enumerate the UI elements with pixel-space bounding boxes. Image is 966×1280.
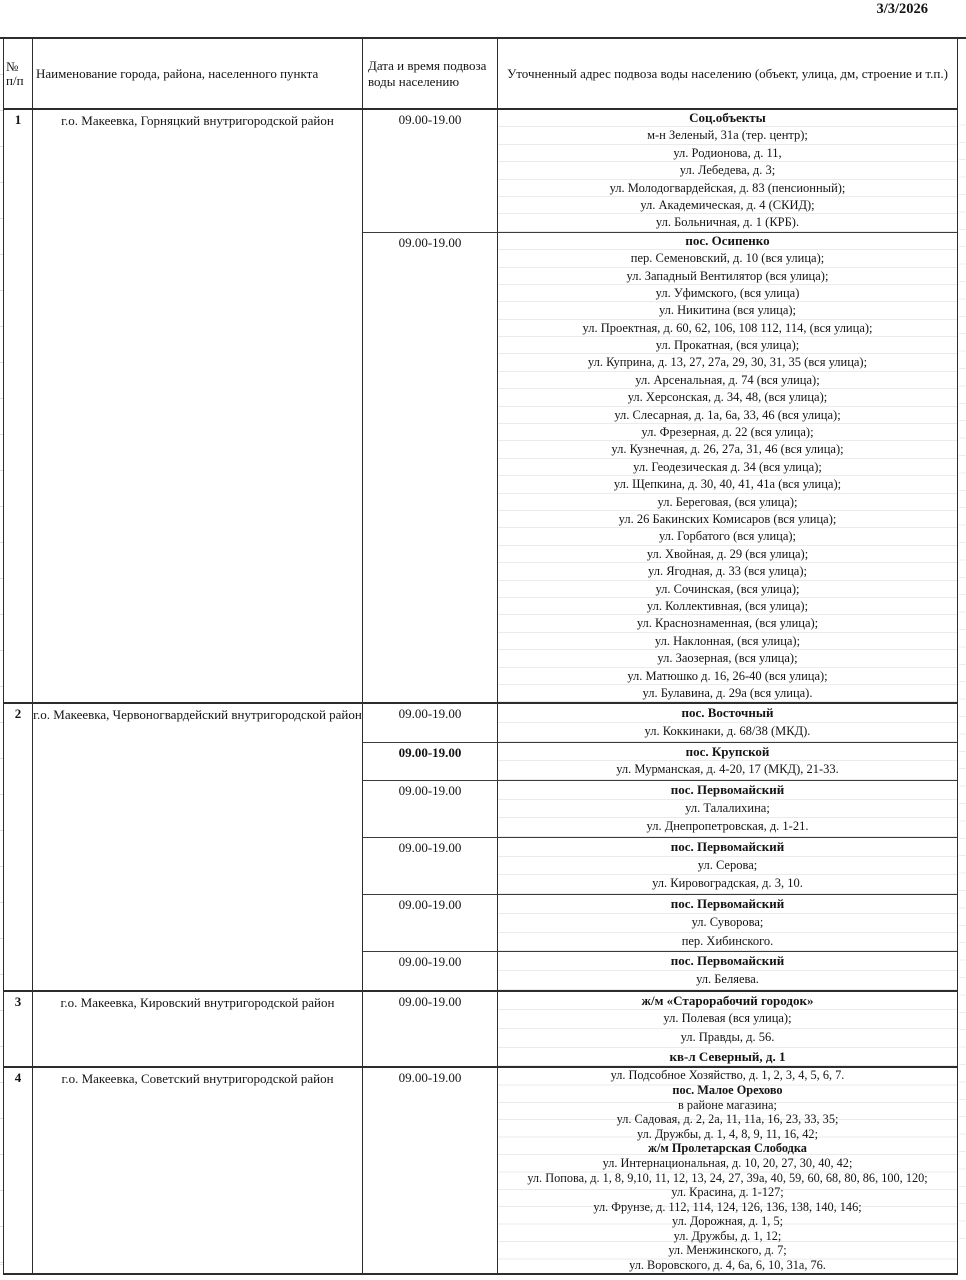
address-lines	[498, 743, 957, 780]
address-line: ул. Арсенальная, д. 74 (вся улица);	[498, 372, 957, 389]
address-line: ул. Попова, д. 1, 8, 9,10, 11, 12, 13, 24, 27, 39а, 40, 59, 60, 68, 80, 86, 100, 120;	[527, 1170, 928, 1185]
right-gridline-strip	[959, 108, 966, 1254]
table-row	[4, 990, 957, 1067]
row-number: 3	[4, 992, 33, 1067]
address-line: ул. Никитина (вся улица);	[498, 302, 957, 319]
schedule-subrow	[363, 110, 957, 232]
address-line: ул. Лебедева, д. 3;	[498, 162, 957, 179]
address-line: ул. Днепропетровская, д. 1-21.	[498, 818, 957, 837]
schedule-subrow	[363, 704, 957, 741]
address-line: ул. Серова;	[498, 857, 957, 876]
address-line: ул. Суворова;	[498, 914, 957, 933]
address-line: ул. Прокатная, (вся улица);	[498, 337, 957, 354]
table-row	[4, 1066, 957, 1272]
address-line: Соц.объекты	[498, 110, 957, 127]
address-line: ул. Кузнечная, д. 26, 27а, 31, 46 (вся улица);	[498, 441, 957, 458]
address-line: ул. Матюшко д. 16, 26-40 (вся улица);	[498, 668, 957, 685]
schedule-subrow	[363, 992, 957, 1067]
address-line: ул. Ягодная, д. 33 (вся улица);	[498, 563, 957, 580]
address-line: ж/м Пролетарская Слободка	[648, 1141, 807, 1156]
address-line: ул. Полевая (вся улица);	[498, 1010, 957, 1029]
delivery-time: 09.00-19.00	[363, 233, 498, 703]
address-line: пос. Осипенко	[498, 233, 957, 250]
address-line: пос. Первомайский	[498, 781, 957, 800]
schedule-subrow	[363, 951, 957, 989]
address-lines	[498, 895, 957, 951]
row-number: 2	[4, 704, 33, 989]
delivery-time: 09.00-19.00	[363, 952, 498, 989]
address-line: ж/м «Старорабочий городок»	[498, 992, 957, 1011]
address-line: пос. Крупской	[498, 743, 957, 762]
district-name: г.о. Макеевка, Горняцкий внутригородской район	[33, 110, 363, 702]
address-line: ул. Дорожная, д. 1, 5;	[671, 1214, 784, 1229]
address-line: пер. Хибинского.	[498, 933, 957, 952]
col-header-settlement: Наименование города, района, населенного пункта	[33, 39, 363, 108]
delivery-time: 09.00-19.00	[363, 704, 498, 741]
table-body	[4, 110, 957, 1273]
address-line: ул. Куприна, д. 13, 27, 27а, 29, 30, 31, 35 (вся улица);	[498, 354, 957, 371]
address-line: пос. Первомайский	[498, 952, 957, 971]
col-header-datetime: Дата и время подвоза воды населению	[363, 39, 498, 108]
subrows	[363, 992, 957, 1067]
address-line: м-н Зеленый, 31а (тер. центр);	[498, 127, 957, 144]
address-line: ул. Дружбы, д. 1, 12;	[673, 1228, 782, 1243]
address-lines	[498, 1068, 957, 1272]
delivery-time: 09.00-19.00	[363, 838, 498, 894]
address-line: ул. Коллективная, (вся улица);	[498, 598, 957, 615]
address-line: ул. Подсобное Хозяйство, д. 1, 2, 3, 4, 5, 6, 7.	[610, 1068, 845, 1083]
address-line: ул. Правды, д. 56.	[498, 1029, 957, 1048]
subrows	[363, 704, 957, 989]
address-line: ул. Воровского, д. 4, 6а, 6, 10, 31а, 76.	[629, 1258, 826, 1273]
address-line: ул. Беляева.	[498, 971, 957, 990]
address-line: ул. Геодезическая д. 34 (вся улица);	[498, 459, 957, 476]
address-lines	[498, 992, 957, 1067]
address-lines	[498, 781, 957, 837]
col-header-address: Уточненный адрес подвоза воды населению (объект, улица, дм, строение и т.п.)	[507, 65, 948, 81]
address-line: ул. Родионова, д. 11,	[498, 145, 957, 162]
address-line: ул. Талалихина;	[498, 800, 957, 819]
address-line: ул. Садовая, д. 2, 2а, 11, 11а, 16, 23, 33, 35;	[616, 1112, 839, 1127]
address-line: ул. Щепкина, д. 30, 40, 41, 41а (вся улица);	[498, 476, 957, 493]
address-line: ул. Интернациональная, д. 10, 20, 27, 30, 40, 42;	[602, 1155, 853, 1170]
address-line: ул. Уфимского, (вся улица)	[498, 285, 957, 302]
address-line: ул. Фрунзе, д. 112, 114, 124, 126, 136, 138, 140, 146;	[593, 1199, 862, 1214]
address-line: ул. Больничная, д. 1 (КРБ).	[498, 214, 957, 231]
address-line: ул. Академическая, д. 4 (СКИД);	[498, 197, 957, 214]
delivery-time: 09.00-19.00	[363, 110, 498, 232]
schedule-subrow	[363, 894, 957, 951]
address-line: ул. Молодогвардейская, д. 83 (пенсионный);	[498, 180, 957, 197]
delivery-time: 09.00-19.00	[363, 1068, 498, 1272]
address-line: пос. Малое Орехово	[672, 1082, 783, 1097]
address-line: ул. Дружбы, д. 1, 4, 8, 9, 11, 16, 42;	[637, 1126, 818, 1141]
address-line: ул. Булавина, д. 29а (вся улица).	[498, 685, 957, 702]
address-line: ул. Хвойная, д. 29 (вся улица);	[498, 546, 957, 563]
delivery-time: 09.00-19.00	[363, 992, 498, 1067]
schedule-subrow	[363, 1068, 957, 1272]
subrows	[363, 110, 957, 702]
schedule-subrow	[363, 232, 957, 703]
address-line: ул. Сочинская, (вся улица);	[498, 581, 957, 598]
address-lines	[498, 233, 957, 703]
address-line: пос. Первомайский	[498, 838, 957, 857]
schedule-subrow	[363, 837, 957, 894]
address-line: ул. Проектная, д. 60, 62, 106, 108 112, 114, (вся улица);	[498, 320, 957, 337]
subrows	[363, 1068, 957, 1272]
row-number: 4	[4, 1068, 33, 1272]
table-row	[4, 702, 957, 989]
address-line: в районе магазина;	[678, 1097, 777, 1112]
address-lines	[498, 704, 957, 741]
address-line: ул. Фрезерная, д. 22 (вся улица);	[498, 424, 957, 441]
address-line: ул. Менжинского, д. 7;	[668, 1243, 787, 1258]
address-line: ул. Западный Вентилятор (вся улица);	[498, 268, 957, 285]
address-line: ул. 26 Бакинских Комисаров (вся улица);	[498, 511, 957, 528]
address-line: ул. Слесарная, д. 1а, 6а, 33, 46 (вся улица);	[498, 407, 957, 424]
delivery-time: 09.00-19.00	[363, 781, 498, 837]
address-lines	[498, 952, 957, 989]
district-name: г.о. Макеевка, Советский внутригородской район	[33, 1068, 363, 1272]
address-line: ул. Горбатого (вся улица);	[498, 528, 957, 545]
row-number: 1	[4, 110, 33, 702]
schedule-subrow	[363, 780, 957, 837]
address-line: кв-л Северный, д. 1	[498, 1048, 957, 1067]
col-header-number: № п/п	[4, 39, 33, 108]
address-line: ул. Береговая, (вся улица);	[498, 494, 957, 511]
schedule-subrow	[363, 742, 957, 780]
address-line: ул. Краснознаменная, (вся улица);	[498, 615, 957, 632]
table-header-row	[4, 39, 957, 110]
address-lines	[498, 838, 957, 894]
address-line: пер. Семеновский, д. 10 (вся улица);	[498, 250, 957, 267]
address-lines	[498, 110, 957, 232]
address-line: ул. Заозерная, (вся улица);	[498, 650, 957, 667]
address-line: ул. Красина, д. 1-127;	[671, 1185, 784, 1200]
delivery-time: 09.00-19.00	[363, 743, 498, 780]
delivery-time: 09.00-19.00	[363, 895, 498, 951]
table-row	[4, 110, 957, 702]
report-date: 3/3/2026	[876, 1, 928, 17]
address-line: пос. Первомайский	[498, 895, 957, 914]
water-delivery-table	[3, 39, 958, 1275]
district-name: г.о. Макеевка, Червоногвардейский внутригородской район	[33, 704, 363, 989]
district-name: г.о. Макеевка, Кировский внутригородской район	[33, 992, 363, 1067]
address-line: ул. Херсонская, д. 34, 48, (вся улица);	[498, 389, 957, 406]
address-line: ул. Кировоградская, д. 3, 10.	[498, 875, 957, 894]
address-line: ул. Коккинаки, д. 68/38 (МКД).	[498, 723, 957, 742]
address-line: пос. Восточный	[498, 704, 957, 723]
address-line: ул. Наклонная, (вся улица);	[498, 633, 957, 650]
address-line: ул. Мурманская, д. 4-20, 17 (МКД), 21-33.	[498, 761, 957, 780]
